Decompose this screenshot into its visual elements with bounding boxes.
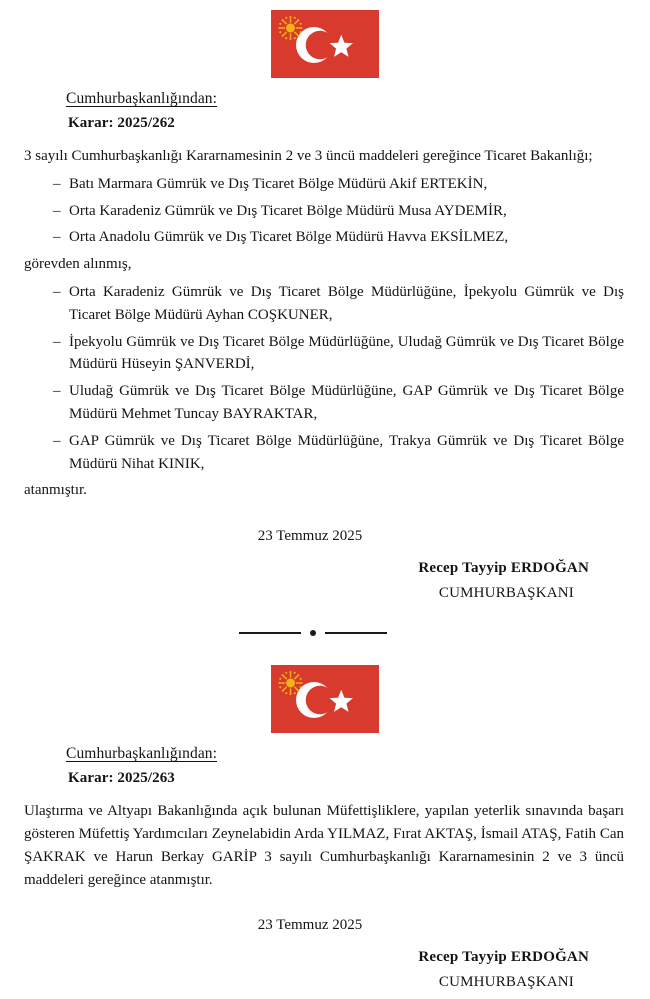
- issuer-heading-1: Cumhurbaşkanlığından:: [66, 90, 218, 107]
- decision-number-1: Karar: 2025/262: [68, 115, 175, 131]
- list-item: – Orta Karadeniz Gümrük ve Dış Ticaret Bölge Müdürlüğüne, İpekyolu Gümrük ve Dış Ticaret Bölge Müdürü Ayhan COŞKUNER,: [24, 281, 624, 327]
- signature-date-2: 23 Temmuz 2025: [257, 917, 363, 934]
- list-item: – Uludağ Gümrük ve Dış Ticaret Bölge Müdürlüğüne, GAP Gümrük ve Dış Ticaret Bölge Müdürü Mehmet Tuncay BAYRAKTAR,: [24, 380, 624, 426]
- flag-emblem-container-2: [0, 636, 650, 733]
- flag-emblem-container-1: [0, 0, 650, 78]
- appointed-list: [24, 281, 624, 475]
- separator-rule-right: [325, 632, 387, 634]
- decision-number-2: Karar: 2025/263: [68, 770, 175, 787]
- intro-paragraph-2: Ulaştırma ve Altyapı Bakanlığında açık bulunan Müfettişliklere, yapılan yeterlik sınavında başarı gösteren Müfettiş Yardımcıları Zeynelabidin Arda YILMAZ, Fırat AKTAŞ, İsmail ATAŞ, Fatih Can ŞAKRAK ve Harun Berkay GARİP 3 sayılı Cumhurbaşkanlığı Kararnamesinin 2 ve 3 üncü maddeleri gereğince atanmıştır.: [24, 803, 624, 888]
- list-item: – Orta Karadeniz Gümrük ve Dış Ticaret Bölge Müdürü Musa AYDEMİR,: [24, 200, 624, 223]
- list-item: – İpekyolu Gümrük ve Dış Ticaret Bölge Müdürlüğüne, Uludağ Gümrük ve Dış Ticaret Bölge Müdürü Hüseyin ŞANVERDİ,: [24, 331, 624, 377]
- signer-name-1: Recep Tayyip ERDOĞAN: [418, 560, 589, 577]
- appointed-tail-text: atanmıştır.: [24, 482, 87, 499]
- separator-rule-left: [239, 632, 301, 634]
- turkish-flag-icon: [271, 10, 379, 78]
- signer-name-2: Recep Tayyip ERDOĞAN: [418, 949, 589, 966]
- decree-body-1: [0, 78, 650, 636]
- list-item: – GAP Gümrük ve Dış Ticaret Bölge Müdürlüğüne, Trakya Gümrük ve Dış Ticaret Bölge Müdürü Nihat KINIK,: [24, 430, 624, 476]
- issuer-heading-2: Cumhurbaşkanlığından:: [66, 745, 218, 763]
- signer-title-1: CUMHURBAŞKANI: [438, 585, 574, 602]
- list-item: – Orta Anadolu Gümrük ve Dış Ticaret Bölge Müdürü Havva EKSİLMEZ,: [24, 226, 624, 249]
- decree-section-2: [0, 636, 650, 991]
- dismissed-tail-text: görevden alınmış,: [24, 256, 132, 273]
- signature-date-1: 23 Temmuz 2025: [257, 528, 363, 545]
- turkish-flag-icon: [271, 665, 379, 733]
- signer-title-2: CUMHURBAŞKANI: [438, 974, 574, 991]
- list-item: – Batı Marmara Gümrük ve Dış Ticaret Bölge Müdürü Akif ERTEKİN,: [24, 173, 624, 196]
- intro-paragraph-1: 3 sayılı Cumhurbaşkanlığı Kararnamesinin 2 ve 3 üncü maddeleri gereğince Ticaret Bakanlığı;: [24, 148, 593, 164]
- decree-body-2: [0, 733, 650, 991]
- dismissed-list: [24, 173, 624, 249]
